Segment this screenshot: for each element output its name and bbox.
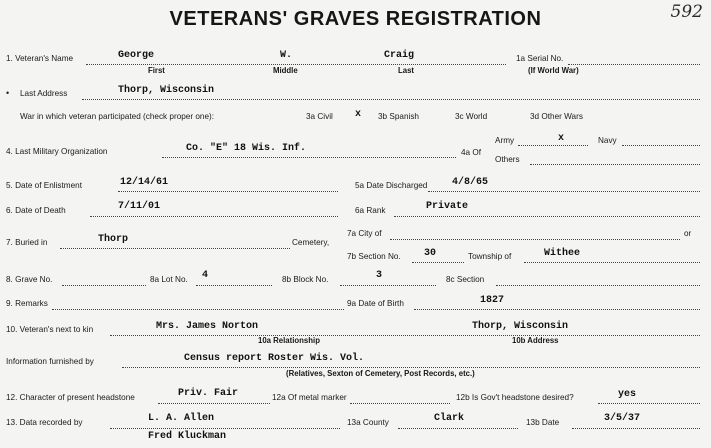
- recorder-1-value: L. A. Allen: [148, 413, 215, 424]
- headstone-line: [158, 403, 270, 404]
- next-of-kin-line: [110, 335, 700, 336]
- enlistment-label: 5. Date of Enlistment: [6, 181, 82, 190]
- block-no-line: [340, 285, 436, 286]
- county-value: Clark: [434, 413, 465, 424]
- date-recorded-value: 3/5/37: [604, 413, 641, 424]
- last-name-value: Craig: [384, 50, 415, 61]
- serial-line: [568, 64, 700, 65]
- others-label: Others: [495, 155, 520, 164]
- discharged-value: 4/8/65: [452, 177, 489, 188]
- navy-line: [622, 145, 700, 146]
- military-org-line: [162, 157, 456, 158]
- lot-no-label: 8a Lot No.: [150, 275, 188, 284]
- death-value: 7/11/01: [118, 201, 161, 212]
- death-label: 6. Date of Death: [6, 206, 66, 215]
- if-world-war-caption: (If World War): [528, 66, 579, 75]
- date-13b-label: 13b Date: [526, 418, 560, 427]
- serial-no-label: 1a Serial No.: [516, 54, 564, 63]
- army-check-mark: x: [558, 133, 565, 144]
- army-line: [518, 145, 588, 146]
- birth-label: 9a Date of Birth: [347, 299, 404, 308]
- next-of-kin-label: 10. Veteran's next to kin: [6, 325, 94, 334]
- army-label: Army: [495, 136, 515, 145]
- middle-initial-value: W.: [280, 50, 293, 61]
- name-line: [86, 64, 506, 65]
- address-line: [82, 99, 700, 100]
- date-13b-line: [572, 428, 700, 429]
- info-furnished-label: Information furnished by: [6, 357, 94, 366]
- lot-no-value: 4: [202, 270, 209, 281]
- last-address-label: Last Address: [20, 89, 68, 98]
- cemetery-label: Cemetery,: [292, 238, 330, 247]
- section-no-value: 30: [424, 248, 437, 259]
- govt-headstone-line: [598, 403, 700, 404]
- headstone-character-value: Priv. Fair: [178, 388, 239, 399]
- bullet-mark: •: [6, 88, 10, 98]
- death-line: [90, 216, 338, 217]
- military-org-label: 4. Last Military Organization: [6, 147, 108, 156]
- others-line: [530, 164, 700, 165]
- remarks-line: [52, 309, 344, 310]
- relationship-caption: 10a Relationship: [258, 336, 320, 345]
- world-label: 3c World: [455, 112, 488, 121]
- grave-no-label: 8. Grave No.: [6, 275, 53, 284]
- first-caption: First: [148, 66, 165, 75]
- buried-in-label: 7. Buried in: [6, 238, 48, 247]
- address-10b-caption: 10b Address: [512, 336, 559, 345]
- city-of-label: 7a City of: [347, 229, 382, 238]
- info-furnished-line: [122, 367, 700, 368]
- rank-value: Private: [426, 201, 469, 212]
- city-line: [390, 239, 680, 240]
- info-sources-caption: (Relatives, Sexton of Cemetery, Post Records, etc.): [286, 369, 475, 378]
- section-8c-label: 8c Section: [446, 275, 485, 284]
- township-of-value: Withee: [544, 248, 581, 259]
- of-4a-label: 4a Of: [461, 148, 482, 157]
- rank-line: [394, 216, 700, 217]
- military-org-value: Co. "E" 18 Wis. Inf.: [186, 143, 307, 154]
- metal-marker-line: [350, 403, 450, 404]
- next-of-kin-value: Mrs. James Norton: [156, 321, 259, 332]
- birth-value: 1827: [480, 295, 505, 306]
- spanish-label: 3b Spanish: [378, 112, 419, 121]
- page-number: 592: [670, 2, 703, 22]
- block-no-label: 8b Block No.: [282, 275, 329, 284]
- govt-headstone-value: yes: [618, 389, 637, 400]
- remarks-label: 9. Remarks: [6, 299, 48, 308]
- section-no-label: 7b Section No.: [347, 252, 401, 261]
- enlistment-value: 12/14/61: [120, 177, 169, 188]
- civil-check-mark: x: [355, 109, 362, 120]
- birth-line: [414, 309, 700, 310]
- veterans-name-label: 1. Veteran's Name: [6, 54, 74, 63]
- govt-headstone-label: 12b Is Gov't headstone desired?: [456, 393, 574, 402]
- block-no-value: 3: [376, 270, 383, 281]
- county-label: 13a County: [347, 418, 389, 427]
- lot-no-line: [196, 285, 272, 286]
- or-label: or: [684, 229, 692, 238]
- headstone-character-label: 12. Character of present headstone: [6, 393, 135, 402]
- grave-no-line: [62, 285, 146, 286]
- other-wars-label: 3d Other Wars: [530, 112, 583, 121]
- form-title: VETERANS' GRAVES REGISTRATION: [169, 8, 542, 30]
- rank-label: 6a Rank: [355, 206, 386, 215]
- recorder-2-value: Fred Kluckman: [148, 431, 227, 442]
- war-participated-label: War in which veteran participated (check proper one):: [20, 112, 215, 121]
- county-line: [398, 428, 518, 429]
- discharged-label: 5a Date Discharged: [355, 181, 428, 190]
- enlistment-line: [118, 191, 338, 192]
- kin-address-value: Thorp, Wisconsin: [472, 321, 569, 332]
- township-of-label: Township of: [468, 252, 512, 261]
- metal-marker-label: 12a Of metal marker: [272, 393, 347, 402]
- recorded-by-line: [110, 428, 340, 429]
- buried-in-value: Thorp: [98, 234, 129, 245]
- first-name-value: George: [118, 50, 155, 61]
- township-line: [524, 262, 700, 263]
- last-address-value: Thorp, Wisconsin: [118, 85, 215, 96]
- recorded-by-label: 13. Data recorded by: [6, 418, 83, 427]
- civil-label: 3a Civil: [306, 112, 333, 121]
- section-no-line: [412, 262, 464, 263]
- info-furnished-value: Census report Roster Wis. Vol.: [184, 353, 365, 364]
- navy-label: Navy: [598, 136, 617, 145]
- last-caption: Last: [398, 66, 415, 75]
- middle-caption: Middle: [273, 66, 298, 75]
- buried-line: [60, 248, 290, 249]
- discharged-line: [428, 191, 700, 192]
- section-8c-line: [496, 285, 700, 286]
